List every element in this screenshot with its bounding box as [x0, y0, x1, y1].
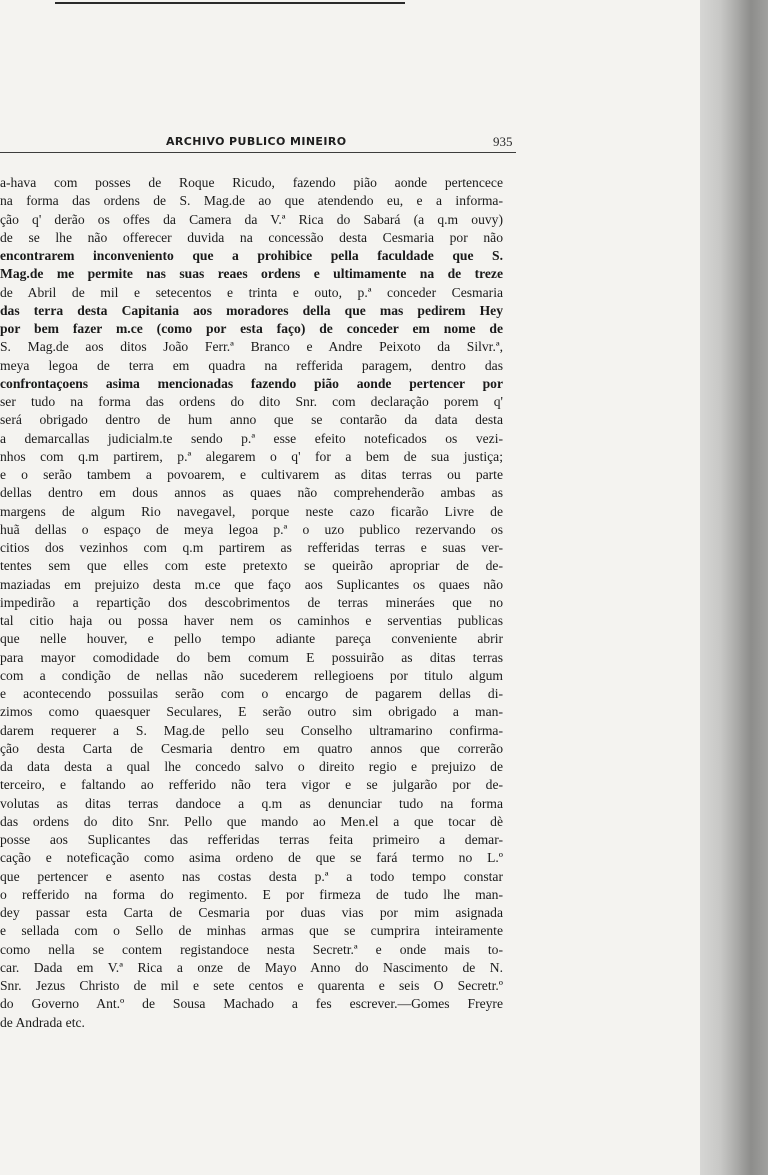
text-line: volutas as ditas terras dandoce a q.m as denunciar tudo na forma	[0, 795, 503, 811]
text-line: dellas dentro em dous annos as quaes não comprehenderão ambas as	[0, 485, 503, 501]
text-line: como nella se contem registandoce nesta Secretr.ª e onde mais to-	[0, 941, 503, 957]
text-line: Snr. Jezus Christo de mil e sete centos e quarenta e seis O Secretr.º	[0, 978, 503, 993]
text-line: com a condição de nellas não sucederem rellegioens por titulo algum	[0, 667, 503, 683]
body-text	[0, 174, 503, 1032]
text-line: darem requerer a S. Mag.de pello seu Conselho ultramarino confirma-	[0, 722, 503, 738]
text-line: terceiro, e faltando ao refferido não tera vigor e se julgarão por de-	[0, 777, 503, 793]
text-line: cação e noteficação como asima ordeno de que se fará termo no L.º	[0, 850, 503, 866]
text-line: citios dos vezinhos com q.m partirem as refferidas terras e suas ver-	[0, 540, 503, 555]
text-line: impedirão a repartição dos descobrimentos de terras mineráes que no	[0, 594, 503, 610]
text-line: na forma das ordens de S. Mag.de ao que atendendo eu, e a informa-	[0, 193, 503, 209]
text-line: e sellada com o Sello de minhas armas que se cumprira inteiramente	[0, 923, 503, 939]
text-line: o refferido na forma do regimento. E por firmeza de tudo lhe man-	[0, 886, 503, 902]
text-line: de Abril de mil e setecentos e trinta e outo, p.ª conceder Cesmaria	[0, 284, 503, 300]
text-line: para mayor comodidade do bem comum E possuirão as ditas terras	[0, 649, 503, 665]
text-line: posse aos Suplicantes das refferidas terras feita primeiro a demar-	[0, 832, 503, 847]
text-line: tentes sem que elles com este pretexto se queirão apropriar de de-	[0, 558, 503, 574]
text-line: das terra desta Capitania aos moradores della que mas pedirem Hey	[0, 302, 503, 318]
text-line: ção q' derão os offes da Camera da V.ª Rica do Sabará (a q.m ouvy)	[0, 211, 503, 227]
text-line: zimos como quaesquer Seculares, E serão outro sim obrigado a man-	[0, 704, 503, 720]
running-head-title: ARCHIVO PUBLICO MINEIRO	[166, 135, 347, 148]
text-line: a demarcallas judicialm.te sendo p.ª esse efeito noteficados os vezi-	[0, 430, 503, 446]
text-line: será obrigado dentro de hum anno que se contarão da data desta	[0, 412, 503, 428]
text-line: a-hava com posses de Roque Ricudo, fazendo pião aonde pertencece	[0, 175, 503, 190]
text-line: de se lhe não offerecer duvida na concessão desta Cesmaria por não	[0, 229, 503, 245]
text-line: nhos com q.m partirem, p.ª alegarem o q' for a bem de sua justiça;	[0, 448, 503, 464]
text-line: por bem fazer m.ce (como por esta faço) de conceder em nome de	[0, 321, 503, 336]
text-line: ção desta Carta de Cesmaria dentro em quatro annos que correrão	[0, 740, 503, 756]
text-line: maziadas em prejuizo desta m.ce que faço aos Suplicantes os quaes não	[0, 576, 503, 592]
text-line: e acontecendo possuilas serão com o encargo de pagarem dellas di-	[0, 686, 503, 701]
text-line: e o serão tambem a povoarem, e cultivarem as ditas terras ou parte	[0, 467, 503, 482]
text-line: Mag.de me permite nas suas reaes ordens e ultimamente na de treze	[0, 266, 503, 282]
binding-shadow	[700, 0, 768, 1175]
header-rule	[0, 152, 516, 153]
text-line: margens de algum Rio navegavel, porque neste cazo ficarão Livre de	[0, 503, 503, 519]
text-line: confrontaçoens asima mencionadas fazendo pião aonde pertencer por	[0, 375, 503, 391]
text-line: car. Dada em V.ª Rica a onze de Mayo Anno do Nascimento de N.	[0, 959, 503, 975]
text-line: S. Mag.de aos ditos João Ferr.ª Branco e Andre Peixoto da Silvr.ª,	[0, 339, 503, 355]
top-edge-rule	[55, 2, 405, 4]
text-line: da data desta a qual lhe concedo salvo o direito regio e prejuizo de	[0, 759, 503, 774]
text-line: do Governo Ant.º de Sousa Machado a fes escrever.—Gomes Freyre	[0, 996, 503, 1012]
text-line: que nelle houver, e pello tempo adiante pareça conveniente abrir	[0, 631, 503, 647]
text-line: tal citio haja ou possa haver nem os caminhos e serventias publicas	[0, 613, 503, 628]
text-line: huã dellas o espaço de meya legoa p.ª o uzo publico rezervando os	[0, 521, 503, 537]
text-line: encontrarem inconveniento que a prohibice pella faculdade que S.	[0, 248, 503, 263]
text-line: que pertencer e asento nas costas desta p.ª a todo tempo constar	[0, 868, 503, 884]
text-line: de Andrada etc.	[0, 1014, 85, 1030]
text-line: meya legoa de terra em quadra na refferida paragem, dentro das	[0, 357, 503, 373]
page-number: 935	[493, 134, 513, 149]
text-line: ser tudo na forma das ordens do dito Snr. com declaração porem q'	[0, 394, 503, 409]
text-line: dey passar esta Carta de Cesmaria por duas vias por mim asignada	[0, 905, 503, 920]
text-line: das ordens do dito Snr. Pello que mando ao Men.el a que tocar dè	[0, 813, 503, 829]
